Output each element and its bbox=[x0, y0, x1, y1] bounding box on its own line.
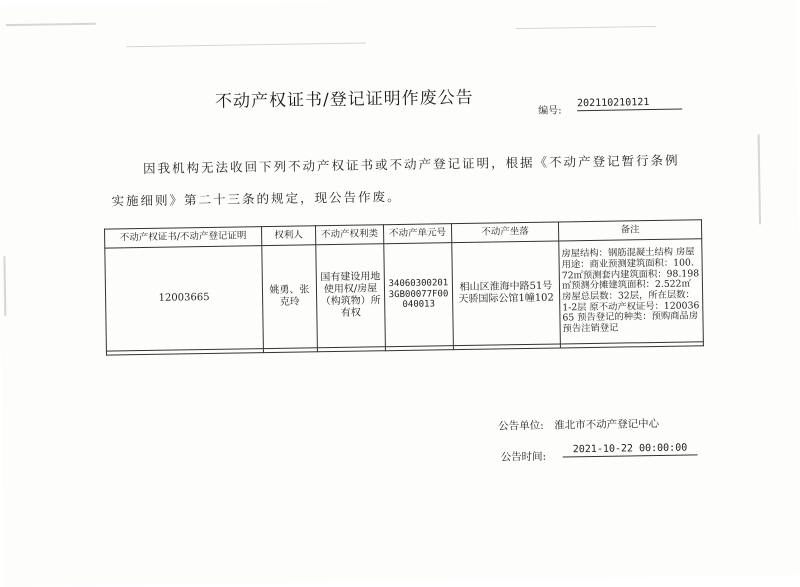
header-location: 不动产坐落 bbox=[451, 222, 558, 243]
blank-cell bbox=[560, 342, 703, 348]
cell-owner: 姚勇、张克玲 bbox=[262, 245, 318, 349]
header-remark: 备注 bbox=[558, 220, 701, 241]
cell-location: 相山区淮海中路51号天骄国际公馆1幢102 bbox=[452, 241, 561, 346]
announcer-value: 淮北市不动产登记中心 bbox=[554, 417, 660, 432]
cell-right-type: 国有建设用地使用权/房屋（构筑物）所有权 bbox=[316, 244, 386, 348]
page-title: 不动产权证书/登记证明作废公告 bbox=[214, 87, 474, 112]
cell-unit-no: 340603002013GB00077F00040013 bbox=[384, 243, 454, 347]
body-text-line-1: 因我机构无法收回下列不动产权证书或不动产登记证明，根据《不动产登记暂行条例 bbox=[142, 152, 680, 177]
scan-artifact bbox=[3, 256, 6, 316]
scan-artifact bbox=[758, 134, 761, 224]
blank-cell bbox=[385, 346, 453, 351]
header-unit-no: 不动产单元号 bbox=[383, 224, 451, 244]
cell-remark: 房屋结构：钢筋混凝土结构 房屋用途：商业预测建筑面积：100.72㎡预测套内建筑面积：98.198㎡预测分摊建筑面积：2.522㎡房屋总层数：32层，所在层数：1-2层 原不动产权证号：12003665 预告登记的种类：预购商品房预告注销登记 bbox=[559, 239, 704, 344]
cell-certificate: 12003665 bbox=[105, 246, 264, 351]
blank-cell bbox=[263, 348, 317, 353]
announce-time-value: 2021-10-22 00:00:00 bbox=[562, 442, 697, 457]
announce-time-label: 公告时间: bbox=[500, 450, 547, 464]
serial-number: 202110210121 bbox=[577, 97, 682, 112]
header-owner: 权利人 bbox=[261, 226, 315, 246]
header-right-type: 不动产权利类 bbox=[315, 225, 383, 245]
serial-label: 编号: bbox=[538, 105, 562, 117]
body-text-line-2: 实施细则》第二十三条的规定，现公告作废。 bbox=[111, 188, 402, 209]
scan-artifact bbox=[126, 43, 366, 48]
scan-artifact bbox=[516, 26, 656, 29]
scan-artifact bbox=[6, 23, 96, 26]
blank-cell bbox=[453, 344, 560, 350]
table-row bbox=[105, 239, 704, 351]
header-certificate: 不动产权证书/不动产登记证明 bbox=[105, 227, 262, 248]
announcer-label: 公告单位: bbox=[498, 419, 544, 433]
blank-cell bbox=[317, 347, 385, 352]
registry-table bbox=[104, 219, 704, 355]
